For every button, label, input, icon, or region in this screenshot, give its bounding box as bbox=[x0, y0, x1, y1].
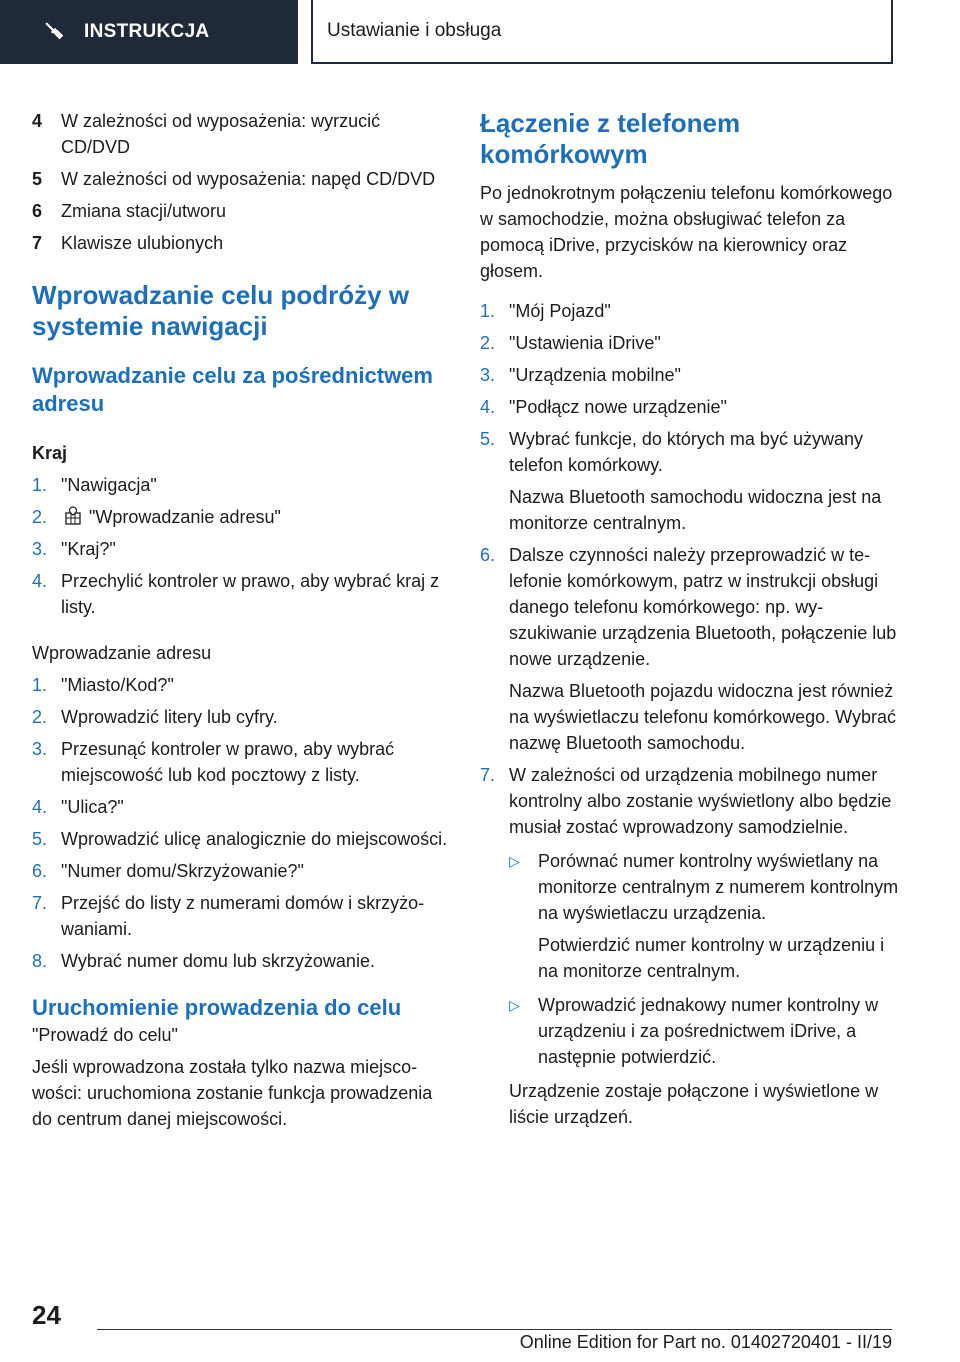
step-number: 3. bbox=[32, 739, 48, 759]
step-text: Przechylić kontroler w prawo, aby wybrać kraj z listy. bbox=[61, 571, 440, 617]
address-steps bbox=[32, 672, 450, 974]
step-number: 1. bbox=[32, 475, 48, 495]
step-item bbox=[480, 426, 900, 536]
legend-text: Zmiana stacji/utworu bbox=[61, 201, 227, 221]
bullet-item bbox=[509, 992, 900, 1070]
bullet-text: Wprowadzić jednakowy numer kontrolny w urządzeniu i za pośrednictwem iDrive, a następnie potwierdzić. bbox=[538, 995, 879, 1067]
step-text: "Miasto/Kod?" bbox=[61, 675, 174, 695]
step-text: Dalsze czynności należy przeprowadzić w telefonie komórkowym, patrz w instrukcji obsługi danego telefonu komórkowego: np. wyszukiwanie urządzenia Bluetooth, połączenie lub nowe urządzenie. bbox=[509, 545, 897, 669]
page-number: 24 bbox=[32, 1300, 61, 1330]
step-text: "Mój Pojazd" bbox=[509, 301, 611, 321]
step-text: "Ustawienia iDrive" bbox=[509, 333, 661, 353]
step-number: 4. bbox=[32, 571, 48, 591]
legend-text: W zależności od wyposażenia: wyrzucić CD/DVD bbox=[61, 111, 381, 157]
bullet-item bbox=[509, 848, 900, 984]
section-title: Ustawianie i obsługa bbox=[327, 20, 502, 41]
legend-number: 5 bbox=[32, 169, 43, 189]
step-text: "Wprowadzanie adresu" bbox=[89, 507, 281, 527]
legend-number: 6 bbox=[32, 201, 43, 221]
step-text: Wybrać numer domu lub skrzyżowanie. bbox=[61, 951, 375, 971]
edition-text: Online Edition for Part no. 01402720401 - II/19 bbox=[519, 1332, 892, 1352]
heading-country: Kraj bbox=[32, 443, 68, 463]
start-note: Jeśli wprowadzona została tylko nazwa miejscowości: uruchomiona zostanie funkcja prowadzenia do centrum danej miejscowości. bbox=[32, 1057, 433, 1129]
manual-tab-label: INSTRUKCJA bbox=[84, 21, 210, 42]
step-item bbox=[32, 736, 450, 788]
step-item bbox=[480, 330, 900, 356]
step-note: Nazwa Bluetooth samochodu widoczna jest na monitorze centralnym. bbox=[509, 487, 882, 533]
step-body bbox=[509, 542, 900, 756]
heading-phone-connection: Łączenie z telefonem komórkowym bbox=[480, 108, 741, 169]
bullet-body bbox=[538, 848, 900, 984]
step-text: "Ulica?" bbox=[61, 797, 124, 817]
step-text: "Nawigacja" bbox=[61, 475, 157, 495]
step-text: Przejść do listy z numerami domów i skrzyżowaniami. bbox=[61, 893, 425, 939]
step-number: 1. bbox=[32, 675, 48, 695]
footer-divider bbox=[97, 1329, 892, 1330]
step-number: 5. bbox=[480, 429, 496, 449]
step-text: Wprowadzić ulicę analogicznie do miejscowości. bbox=[61, 829, 448, 849]
left-column bbox=[32, 108, 450, 1132]
triangle-bullet-icon: ▷ bbox=[509, 997, 520, 1013]
step-number: 2. bbox=[32, 507, 48, 527]
phone-steps bbox=[480, 298, 900, 1130]
step-item bbox=[32, 672, 450, 698]
step-item bbox=[32, 504, 450, 530]
step-number: 7. bbox=[32, 893, 48, 913]
step-item bbox=[480, 762, 900, 1130]
legend-number: 7 bbox=[32, 233, 43, 253]
step-item bbox=[480, 362, 900, 388]
country-steps bbox=[32, 472, 450, 620]
step-text: "Kraj?" bbox=[61, 539, 116, 559]
legend-item bbox=[32, 166, 450, 192]
step-number: 3. bbox=[480, 365, 496, 385]
legend-text: W zależności od wyposażenia: napęd CD/DVD bbox=[61, 169, 436, 189]
step-number: 7. bbox=[480, 765, 496, 785]
section-header bbox=[311, 0, 893, 64]
step-number: 8. bbox=[32, 951, 48, 971]
step-text: Wprowadzić litery lub cyfry. bbox=[61, 707, 278, 727]
step-item bbox=[32, 704, 450, 730]
step-item bbox=[32, 890, 450, 942]
step-number: 6. bbox=[480, 545, 496, 565]
legend-item bbox=[32, 198, 450, 224]
step-number: 3. bbox=[32, 539, 48, 559]
step-body bbox=[61, 504, 450, 530]
bullet-body bbox=[538, 992, 900, 1070]
step-text: W zależności od urządzenia mobilnego numer kontrolny albo zostanie wyświetlony albo będzie musiał zostać wprowadzony samodzielnie. bbox=[509, 765, 892, 837]
heading-address-entry: Wprowadzanie celu za pośrednictwem adresu bbox=[32, 363, 433, 416]
step-text: Wybrać funkcje, do których ma być używany telefon komórkowy. bbox=[509, 429, 863, 475]
right-column bbox=[480, 108, 900, 1130]
step-text: "Numer domu/Skrzyżowanie?" bbox=[61, 861, 304, 881]
step-item bbox=[480, 394, 900, 420]
step-item bbox=[32, 948, 450, 974]
legend-text: Klawisze ulubionych bbox=[61, 233, 224, 253]
step-text: "Urządzenia mobilne" bbox=[509, 365, 681, 385]
step-item bbox=[32, 472, 450, 498]
step-note: Nazwa Bluetooth pojazdu widoczna jest również na wyświetlaczu telefonu komórkowego. Wybrać nazwę Bluetooth samochodu. bbox=[509, 681, 897, 753]
pointer-hand-icon bbox=[44, 21, 66, 43]
step-number: 2. bbox=[32, 707, 48, 727]
legend-number: 4 bbox=[32, 111, 43, 131]
step-item bbox=[32, 826, 450, 852]
start-command: "Prowadź do celu" bbox=[32, 1025, 178, 1045]
step-item bbox=[32, 794, 450, 820]
step-text: Przesunąć kontroler w prawo, aby wybrać miejscowość lub kod pocztowy z listy. bbox=[61, 739, 395, 785]
heading-start-guidance: Uruchomienie prowadzenia do celu bbox=[32, 995, 402, 1020]
navigation-map-icon bbox=[63, 506, 83, 526]
step-text: "Podłącz nowe urządzenie" bbox=[509, 397, 727, 417]
heading-navigation-destination: Wprowadzanie celu podróży w systemie nawigacji bbox=[32, 280, 410, 341]
step-item bbox=[32, 536, 450, 562]
heading-address-input: Wprowadzanie adresu bbox=[32, 643, 212, 663]
step-number: 4. bbox=[32, 797, 48, 817]
triangle-bullet-icon: ▷ bbox=[509, 853, 520, 869]
step-item bbox=[32, 568, 450, 620]
step-item bbox=[480, 542, 900, 756]
step-number: 1. bbox=[480, 301, 496, 321]
step-item bbox=[32, 858, 450, 884]
legend-item bbox=[32, 230, 450, 256]
step-item bbox=[480, 298, 900, 324]
manual-tab[interactable] bbox=[0, 0, 298, 64]
closing-text: Urządzenie zostaje połączone i wyświetlone w liście urządzeń. bbox=[509, 1081, 879, 1127]
legend-item bbox=[32, 108, 450, 160]
bullet-note: Potwierdzić numer kontrolny w urządzeniu i na monitorze centralnym. bbox=[538, 935, 885, 981]
step-body bbox=[509, 762, 900, 1130]
legend-list bbox=[32, 108, 450, 256]
step-body bbox=[509, 426, 900, 536]
bullet-text: Porównać numer kontrolny wyświetlany na monitorze centralnym z numerem kontrolnym na wyświetlaczu urządzenia. bbox=[538, 851, 899, 923]
step-number: 6. bbox=[32, 861, 48, 881]
step-number: 2. bbox=[480, 333, 496, 353]
step-number: 4. bbox=[480, 397, 496, 417]
phone-intro: Po jednokrotnym połączeniu telefonu komórkowego w samochodzie, można obsługiwać telefon za pomocą iDrive, przycisków na kierownicy oraz głosem. bbox=[480, 183, 893, 281]
step-number: 5. bbox=[32, 829, 48, 849]
